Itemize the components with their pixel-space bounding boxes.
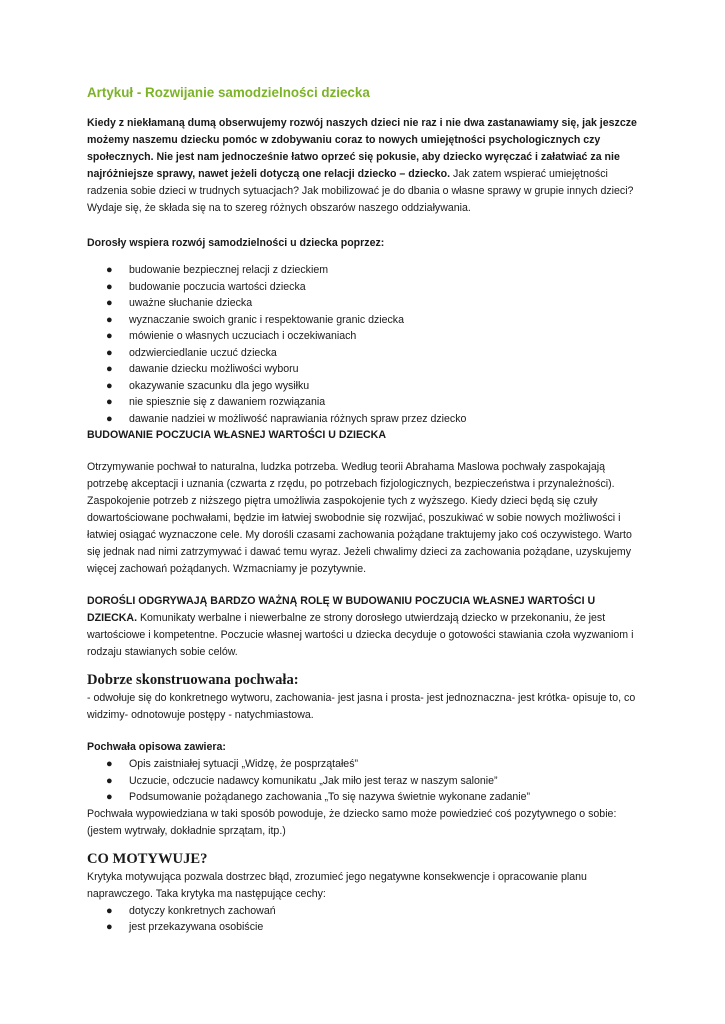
document-content <box>87 84 647 936</box>
bullet-icon: ● <box>106 758 113 770</box>
bullet-icon: ● <box>106 363 113 375</box>
list-item <box>87 773 647 790</box>
bullet-icon: ● <box>106 297 113 309</box>
list-item <box>87 279 647 296</box>
motivates-heading: CO MOTYWUJE? <box>87 850 208 867</box>
list-item <box>87 919 647 936</box>
bullet-icon: ● <box>106 774 113 787</box>
list-item <box>87 411 647 428</box>
descriptive-list <box>87 756 647 806</box>
list-item <box>87 328 647 345</box>
bullet-icon: ● <box>106 264 113 276</box>
list-item-text: uważne słuchanie dziecka <box>129 297 253 309</box>
bullet-icon: ● <box>106 313 113 326</box>
support-heading: Dorosły wspiera rozwój samodzielności u dziecka poprzez: <box>87 237 385 249</box>
section2-bold-text: DOROŚLI ODGRYWAJĄ BARDZO WAŻNĄ ROLĘ W BUDOWANIU POCZUCIA WŁASNEJ WARTOŚCI U DZIECKA. <box>87 595 596 624</box>
list-item-text: nie spiesznie się z dawaniem rozwiązania <box>129 396 326 408</box>
list-item-text: budowanie bezpiecznej relacji z dzieckiem <box>129 264 329 276</box>
bullet-icon: ● <box>106 396 113 408</box>
intro-bold-text: Kiedy z niekłamaną dumą obserwujemy rozwój naszych dzieci nie raz i nie dwa zastanawiamy się, jak jeszcze możemy naszemu dziecku pomóc w zdobywaniu coraz to nowych umiejętności psychologicznych czy społecznych. Nie jest nam jednocześnie łatwo oprzeć się pokusie, aby dziecko wyręczać i załatwiać za nie najróżniejsze sprawy, nawet jeżeli dotyczą one relacji dziecko – dziecko. <box>87 117 637 180</box>
section2-normal-text: Komunikaty werbalne i niewerbalne ze strony dorosłego utwierdzają dziecko w przekonaniu, że jest wartościowe i kompetentne. Poczucie własnej wartości u dziecka decyduje o gotowości stawiania czoła wyzwaniom i rodzaju stawianych sobie celów. <box>87 612 634 658</box>
list-item-text: Podsumowanie pożądanego zachowania „To się nazywa świetnie wykonane zadanie” <box>129 791 531 803</box>
bullet-icon: ● <box>106 791 113 803</box>
support-list <box>87 262 647 427</box>
bullet-icon: ● <box>106 412 113 425</box>
list-item-text: dawanie nadziei w możliwość naprawiania różnych spraw przez dziecko <box>129 412 467 425</box>
list-item <box>87 756 647 773</box>
bullet-icon: ● <box>106 346 113 359</box>
list-item <box>87 262 647 279</box>
list-item-text: jest przekazywana osobiście <box>129 921 264 933</box>
descriptive-heading: Pochwała opisowa zawiera: <box>87 741 226 753</box>
list-item <box>87 903 647 920</box>
article-title: Artykuł - Rozwijanie samodzielności dziecka <box>87 85 370 100</box>
list-item-text: dotyczy konkretnych zachowań <box>129 904 276 917</box>
list-item <box>87 394 647 411</box>
bullet-icon: ● <box>106 330 113 342</box>
list-item-text: Uczucie, odczucie nadawcy komunikatu „Jak miło jest teraz w naszym salonie” <box>129 774 498 787</box>
list-item <box>87 345 647 362</box>
section2-paragraph <box>87 593 647 661</box>
section1-paragraph: Otrzymywanie pochwał to naturalna, ludzka potrzeba. Według teorii Abrahama Maslowa pochwały zaspokajają potrzebę akceptacji i uznania (czwarta z rzędu, po potrzebach fizjologicznych, bezpieczeństwa i przynależności). Zaspokojenie potrzeb z niższego piętra umożliwia zaspokojenie tych z wyższego. Kiedy dzieci będą się czuły dowartościowane pochwałami, będzie im łatwiej swobodnie się rozwijać, poszukiwać w sobie nowych możliwości i łatwiej osiągać wyznaczone cele. My dorośli czasami zachowania pożądane traktujemy jako coś oczywistego. Warto się jednak nad nimi zatrzymywać i dawać temu wyraz. Jeżeli chwalimy dzieci za zachowania pożądane, uzyskujemy więcej zachowań pożądanych. Wzmacniamy je pozytywnie. <box>87 461 632 575</box>
praise-heading: Dobrze skonstruowana pochwała: <box>87 672 299 688</box>
list-item <box>87 789 647 806</box>
bullet-icon: ● <box>106 921 113 933</box>
list-item <box>87 295 647 312</box>
bullet-icon: ● <box>106 280 113 293</box>
motivates-list <box>87 903 647 936</box>
descriptive-after-paragraph: Pochwała wypowiedziana w taki sposób powoduje, że dziecko samo może powiedzieć coś pozytywnego o sobie: (jestem wytrwały, dokładnie sprzątam, itp.) <box>87 807 617 837</box>
bullet-icon: ● <box>106 904 113 917</box>
section1-heading: BUDOWANIE POCZUCIA WŁASNEJ WARTOŚCI U DZIECKA <box>87 429 386 441</box>
motivates-paragraph: Krytyka motywująca pozwala dostrzec błąd, zrozumieć jego negatywne konsekwencje i opracowanie planu naprawczego. Taka krytyka ma następujące cechy: <box>87 870 587 900</box>
list-item <box>87 361 647 378</box>
praise-paragraph: - odwołuje się do konkretnego wytworu, zachowania- jest jasna i prosta- jest jednoznaczna- jest krótka- opisuje to, co widzimy- odnotowuje postępy - natychmiastowa. <box>87 692 636 721</box>
list-item-text: budowanie poczucia wartości dziecka <box>129 280 306 293</box>
intro-normal-text: Jak zatem wspierać umiejętności radzenia sobie dzieci w trudnych sytuacjach? Jak mobilizować je do dbania o własne sprawy w grupie innych dzieci? Wydaje się, że składa się na to szereg różnych obszarów naszego oddziaływania. <box>87 168 634 214</box>
list-item <box>87 312 647 329</box>
list-item <box>87 378 647 395</box>
list-item-text: odzwierciedlanie uczuć dziecka <box>129 346 277 359</box>
list-item-text: Opis zaistniałej sytuacji „Widzę, że posprzątałeś” <box>129 758 359 770</box>
list-item-text: wyznaczanie swoich granic i respektowanie granic dziecka <box>129 313 404 326</box>
list-item-text: okazywanie szacunku dla jego wysiłku <box>129 379 310 392</box>
intro-paragraph <box>87 115 647 217</box>
list-item-text: mówienie o własnych uczuciach i oczekiwaniach <box>129 330 357 342</box>
list-item-text: dawanie dziecku możliwości wyboru <box>129 363 299 375</box>
bullet-icon: ● <box>106 379 113 392</box>
